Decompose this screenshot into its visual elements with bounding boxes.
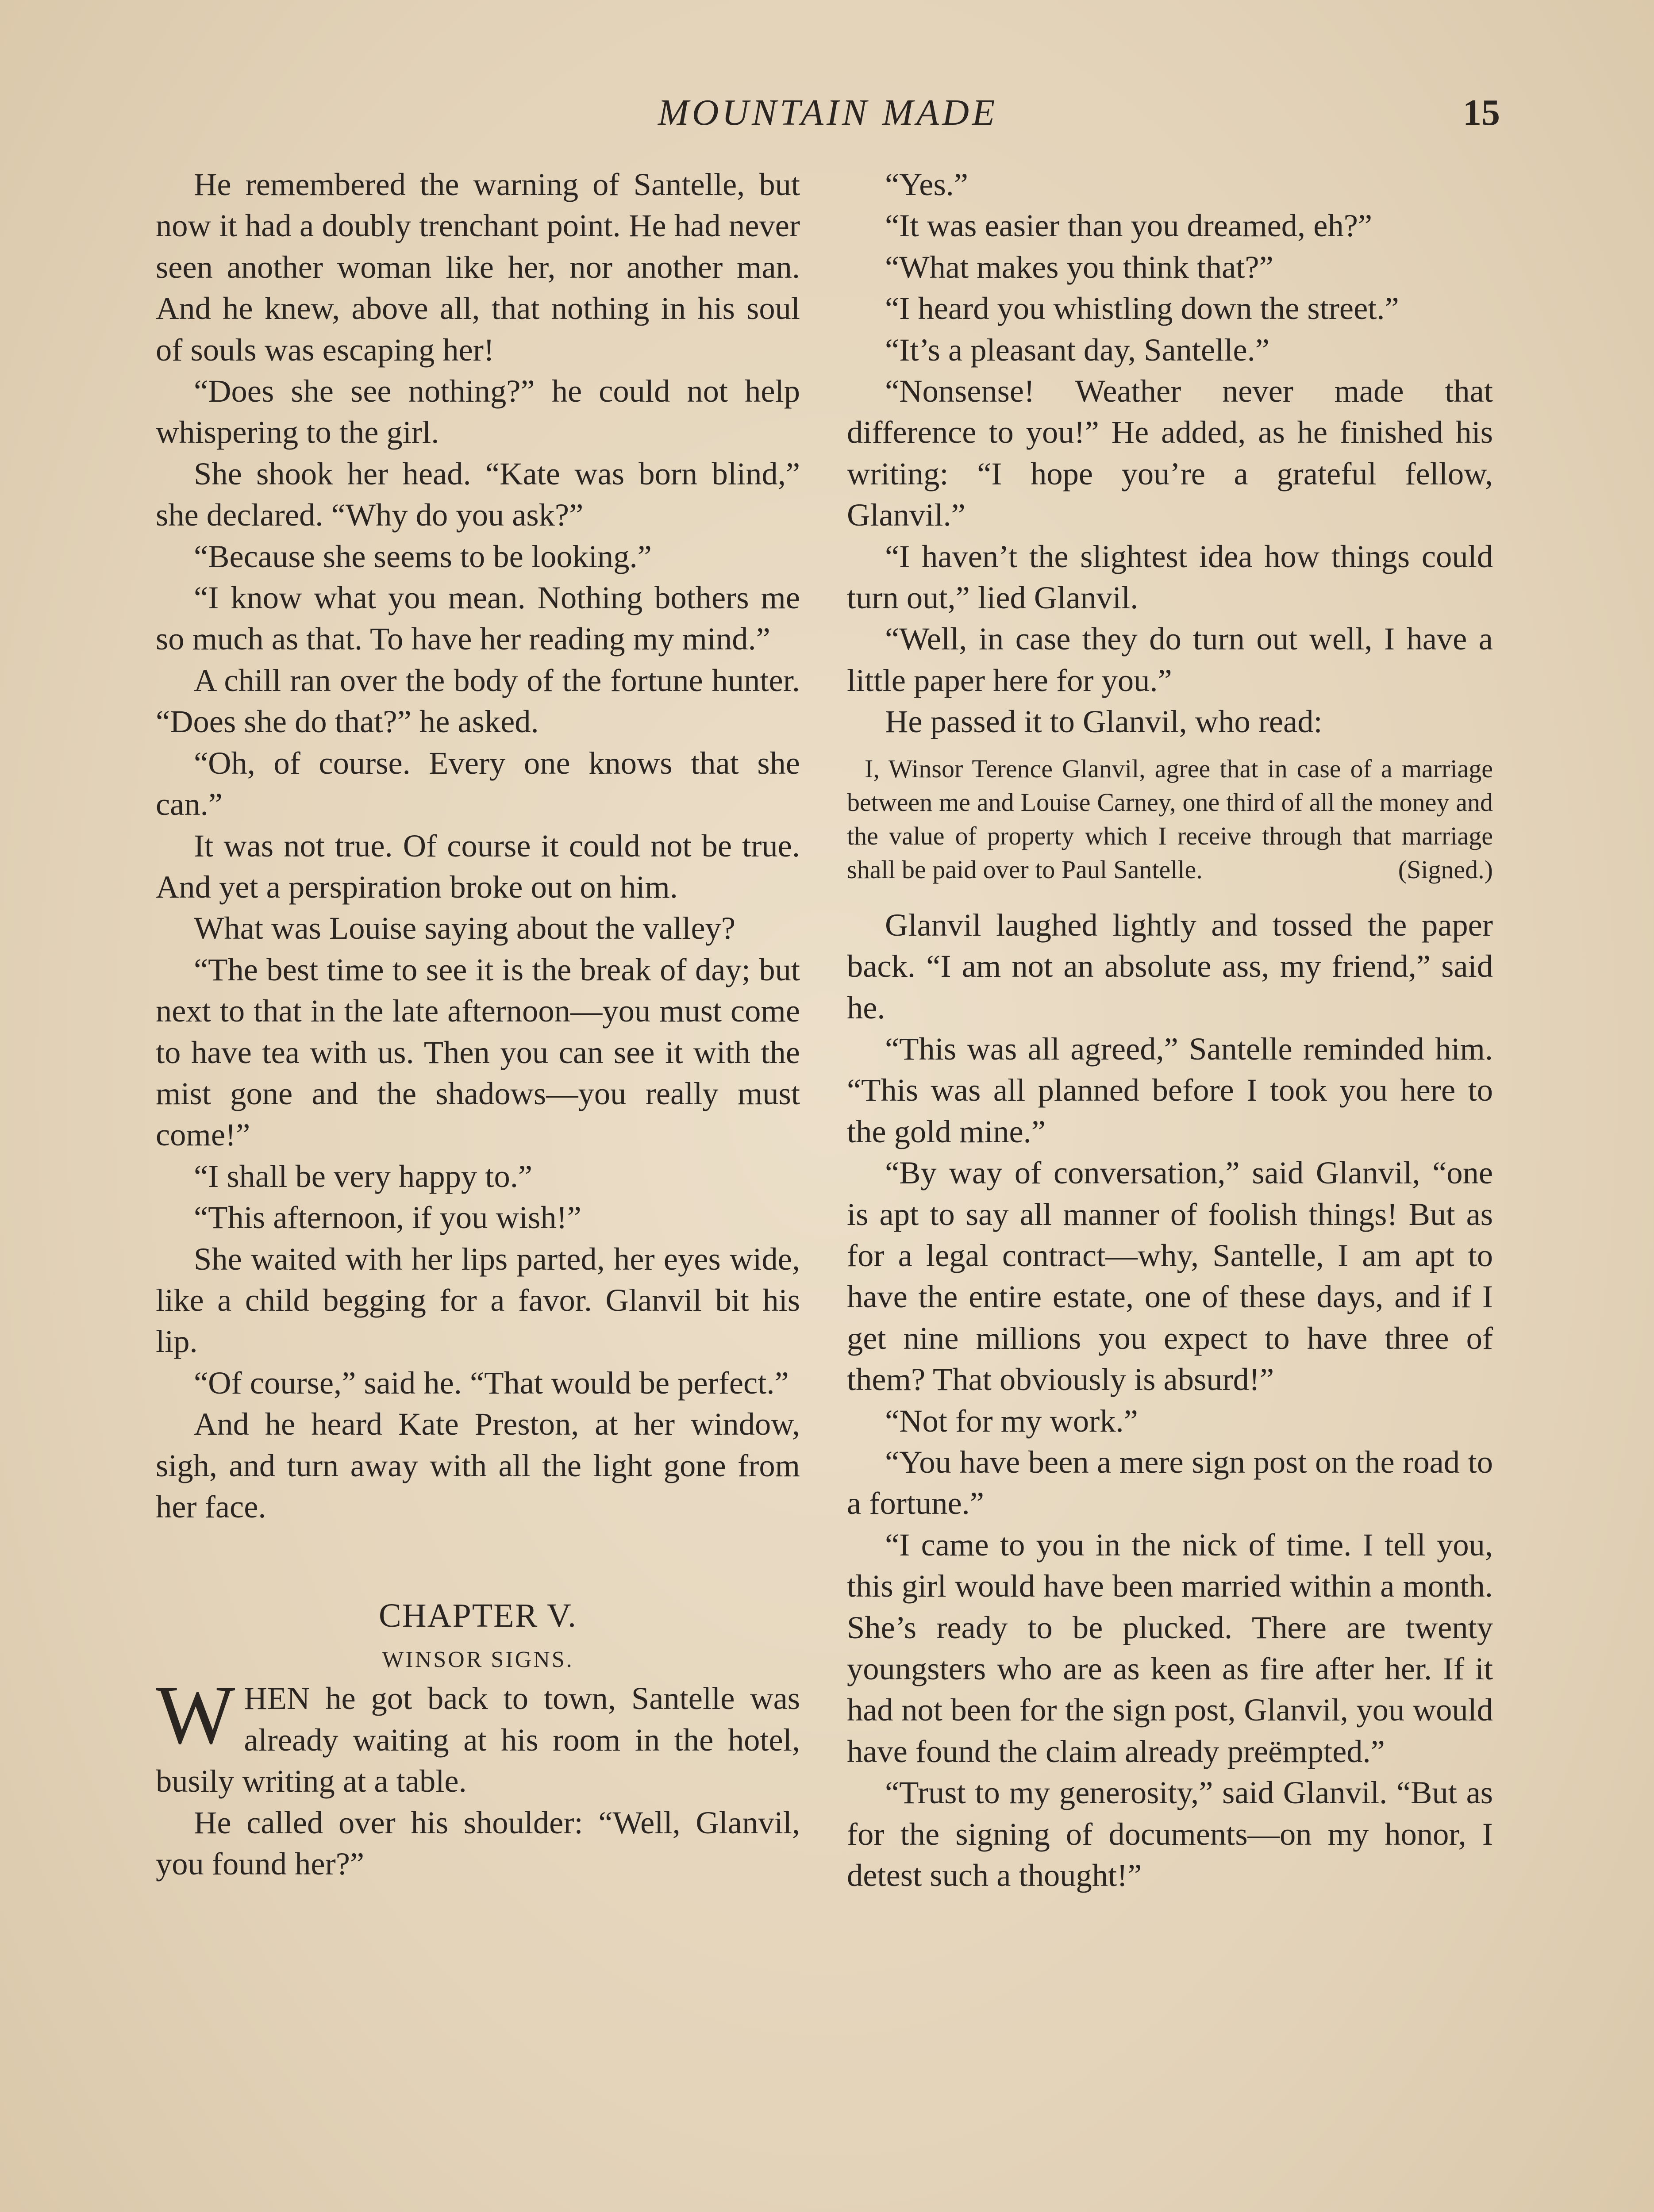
paragraph: “I haven’t the slightest idea how things could turn out,” lied Glanvil. xyxy=(847,538,1493,616)
left-column xyxy=(156,164,800,1884)
paragraph: “It’s a pleasant day, Santelle.” xyxy=(885,331,1269,368)
paragraph: “Yes.” xyxy=(885,166,968,202)
paragraph: “Trust to my generosity,” said Glanvil. “But as for the signing of documents—on my honor, I detest such a thought!” xyxy=(847,1774,1493,1893)
paragraph: “Does she see nothing?” he could not help whispering to the girl. xyxy=(156,373,800,450)
paragraph: “Not for my work.” xyxy=(885,1402,1138,1439)
paragraph: What was Louise saying about the valley? xyxy=(194,910,736,946)
paragraph: “It was easier than you dreamed, eh?” xyxy=(885,207,1373,244)
paragraph: A chill ran over the body of the fortune hunter. “Does she do that?” he asked. xyxy=(156,662,800,740)
chapter-subtitle: WINSOR SIGNS. xyxy=(382,1647,574,1673)
paragraph: “Oh, of course. Every one knows that she can.” xyxy=(156,745,800,822)
chapter-opening-text: HEN he got back to town, Santelle was already waiting at his room in the hotel, busily writing at a table. xyxy=(156,1680,800,1799)
paragraph: “I know what you mean. Nothing bothers me so much as that. To have her reading my mind.” xyxy=(156,580,800,657)
paragraph: “I shall be very happy to.” xyxy=(194,1158,533,1194)
page-header xyxy=(156,88,1500,137)
paragraph: It was not true. Of course it could not be true. And yet a perspiration broke out on him. xyxy=(156,827,800,905)
chapter-opening-paragraph xyxy=(156,1669,800,1801)
paragraph: “Of course,” said he. “That would be perfect.” xyxy=(194,1364,789,1401)
paragraph: He passed it to Glanvil, who read: xyxy=(885,703,1323,740)
paragraph: “I heard you whistling down the street.” xyxy=(885,290,1399,326)
paragraph: She shook her head. “Kate was born blind,” she declared. “Why do you ask?” xyxy=(156,455,800,533)
paragraph: “Because she seems to be looking.” xyxy=(194,538,652,574)
contract-signature: (Signed.) xyxy=(1398,855,1493,884)
page-number: 15 xyxy=(1463,92,1500,133)
paragraph: “This afternoon, if you wish!” xyxy=(194,1199,581,1236)
paragraph: “Nonsense! Weather never made that difference to you!” He added, as he finished his writing: “I hope you’re a grateful fellow, Glanvil.” xyxy=(847,373,1493,533)
paragraph: “This was all agreed,” Santelle reminded him. “This was all planned before I took you here to the gold mine.” xyxy=(847,1030,1493,1149)
paragraph: He called over his shoulder: “Well, Glanvil, you found her?” xyxy=(156,1804,800,1882)
contract-quote xyxy=(847,752,1493,887)
chapter-heading xyxy=(156,1594,800,1678)
running-title: MOUNTAIN MADE xyxy=(658,92,998,133)
paragraph: And he heard Kate Preston, at her window, sigh, and turn away with all the light gone from her face. xyxy=(156,1406,800,1525)
paragraph: “What makes you think that?” xyxy=(885,249,1273,285)
paragraph: “The best time to see it is the break of day; but next to that in the late afternoon—you must come to have tea with us. Then you can see it with the mist gone and the shadows—you really must come!” xyxy=(156,951,800,1153)
contract-text: I, Winsor Terence Glanvil, agree that in case of a marriage between me and Louise Carney, one third of all the money and the value of property which I receive through that marriage shall be paid over to Paul Santelle. xyxy=(847,754,1493,884)
paragraph: “I came to you in the nick of time. I tell you, this girl would have been married within a month. She’s ready to be plucked. There are twenty youngsters who are as keen as fire after her. If it had not been for the sign post, Glanvil, you would have found the claim already preëmpted.” xyxy=(847,1526,1493,1769)
paragraph: “Well, in case they do turn out well, I have a little paper here for you.” xyxy=(847,621,1493,698)
chapter-title: CHAPTER V. xyxy=(379,1597,577,1635)
paragraph: She waited with her lips parted, her eyes wide, like a child begging for a favor. Glanvil bit his lip. xyxy=(156,1240,800,1359)
right-column xyxy=(847,164,1493,1896)
paragraph: “You have been a mere sign post on the road to a fortune.” xyxy=(847,1444,1493,1521)
paragraph: “By way of conversation,” said Glanvil, “one is apt to say all manner of foolish things! But as for a legal contract—why, Santelle, I am apt to have the entire estate, one of these days, and if I get nine millions you expect to have three of them? That obviously is absurd!” xyxy=(847,1155,1493,1398)
drop-cap: W xyxy=(156,1669,235,1762)
paragraph: Glanvil laughed lightly and tossed the paper back. “I am not an absolute ass, my friend,” said he. xyxy=(847,906,1493,1025)
paragraph: He remembered the warning of Santelle, but now it had a doubly trenchant point. He had never seen another woman like her, nor another man. And he knew, above all, that nothing in his soul of souls was escaping her! xyxy=(156,166,800,368)
